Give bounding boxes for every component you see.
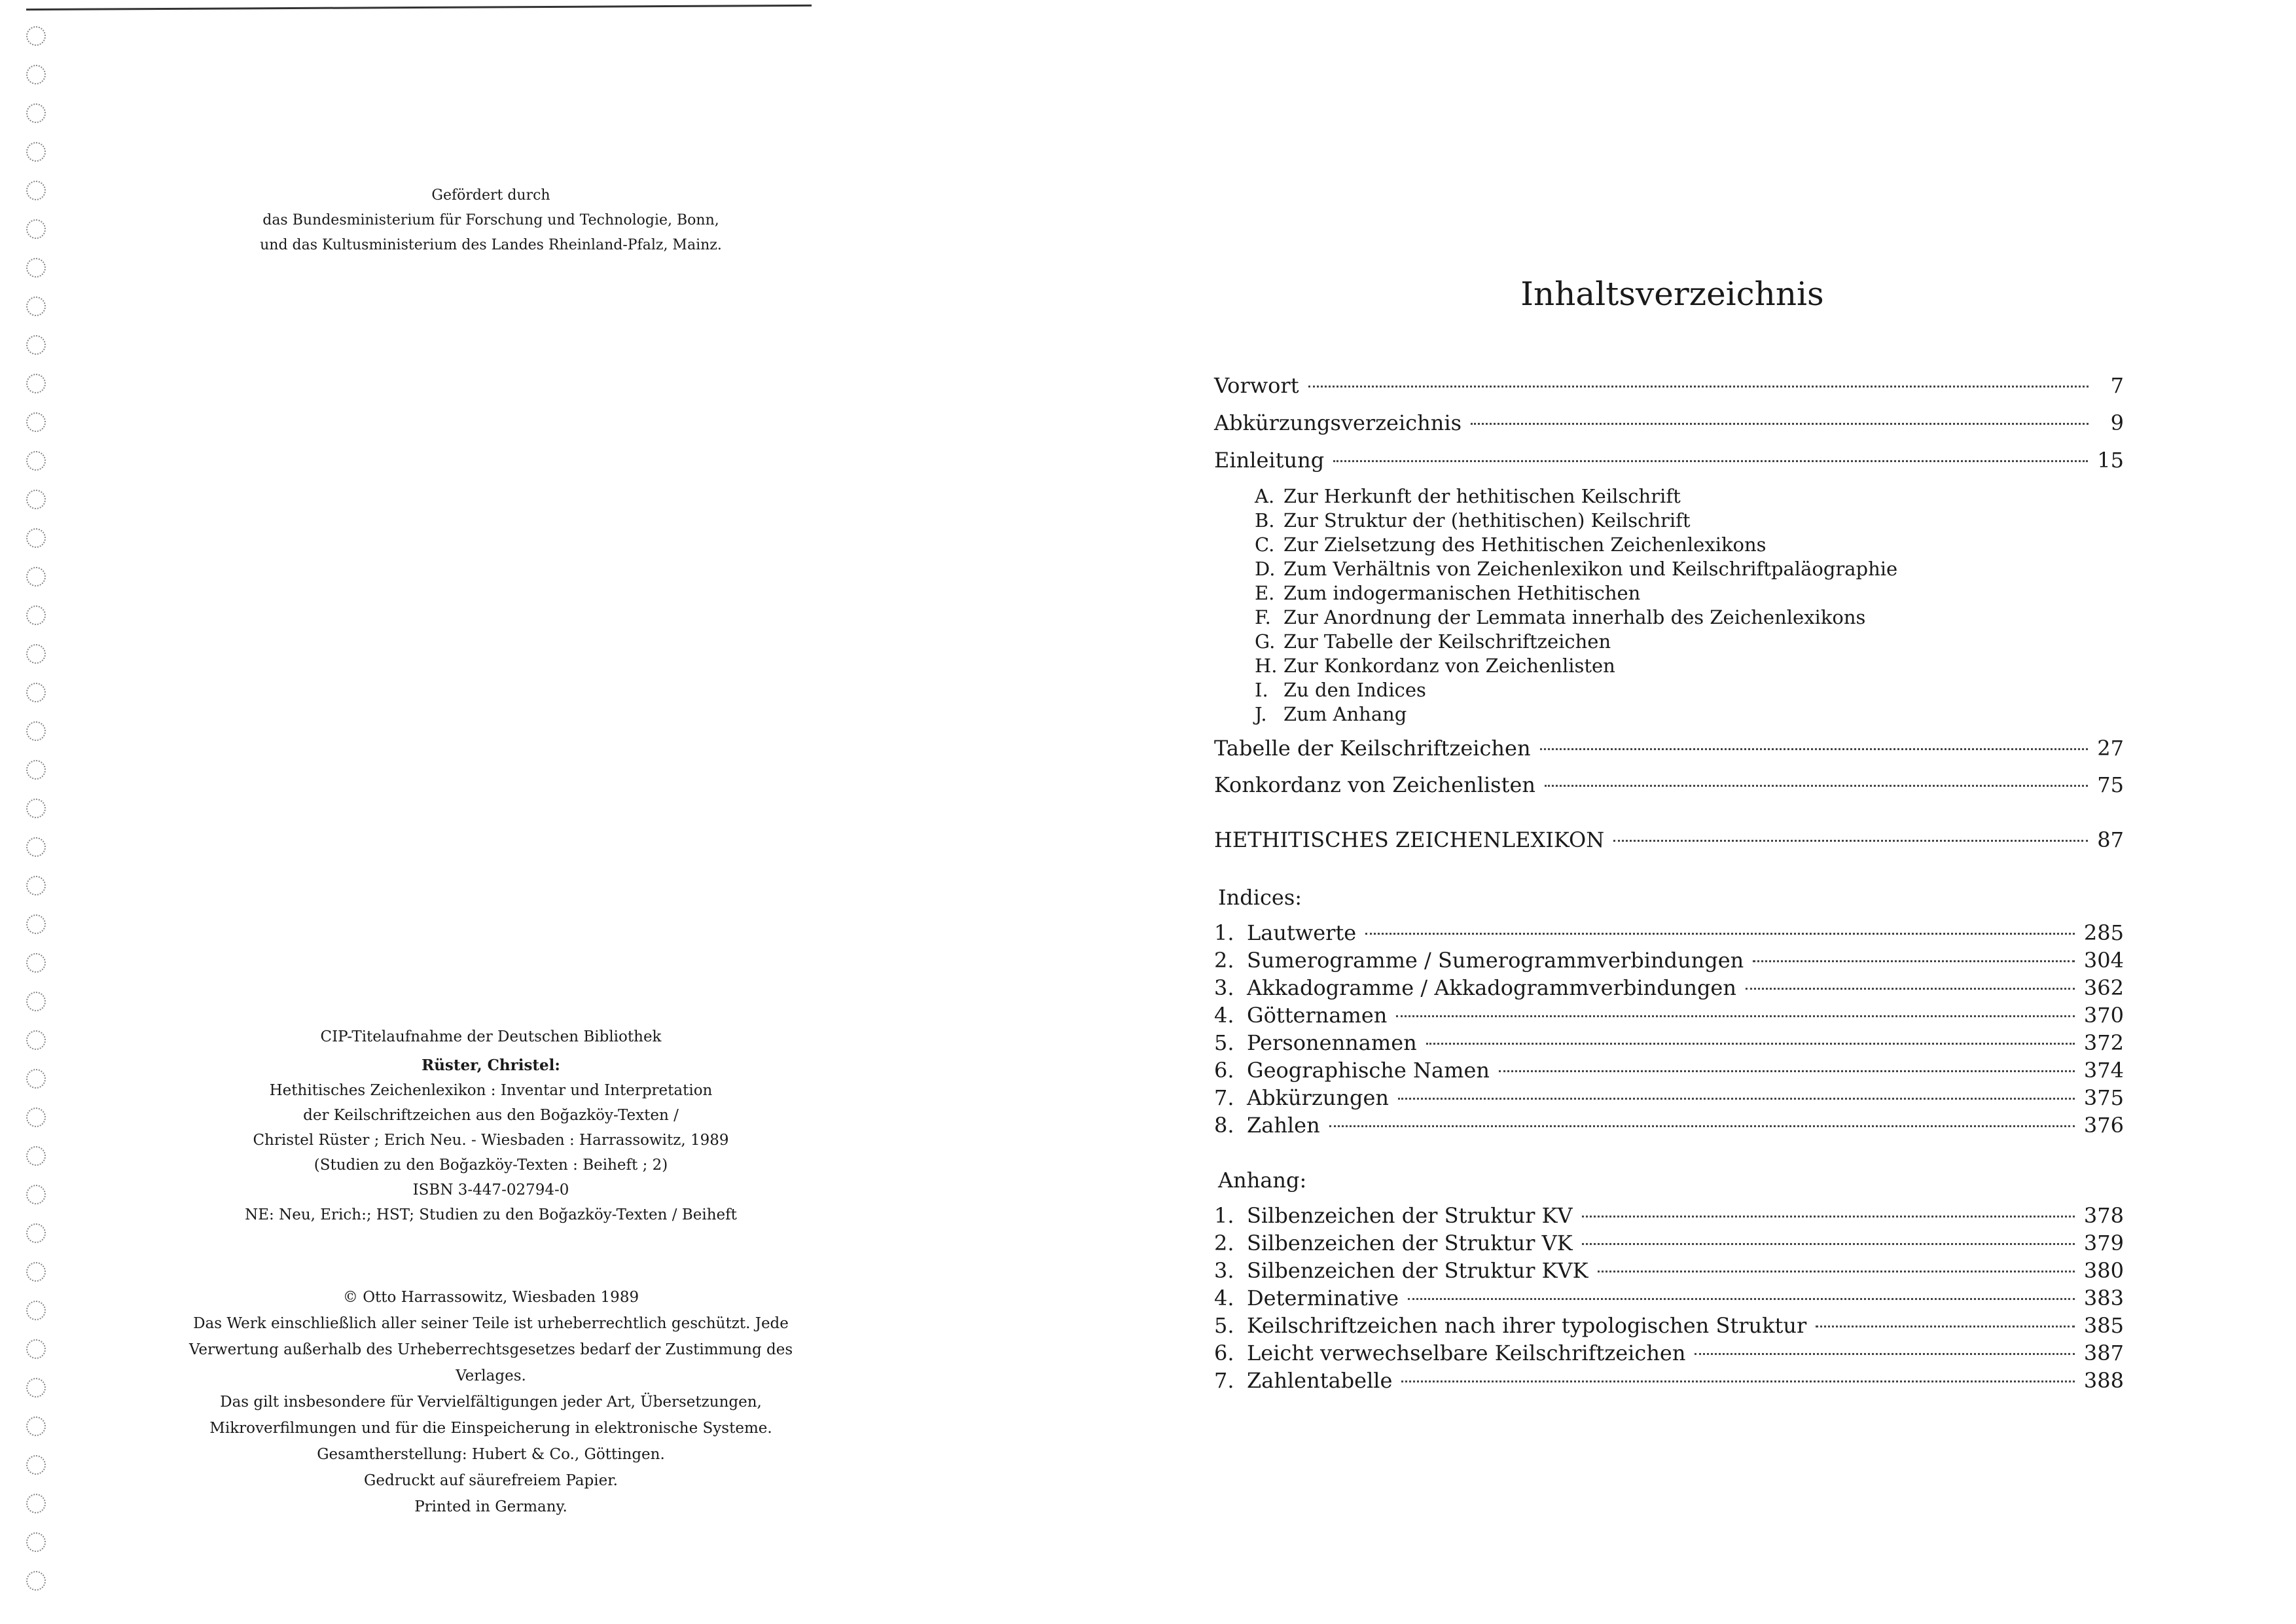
funding-note [164, 183, 818, 258]
appendix-heading: Anhang: [1218, 1168, 1307, 1193]
binding-hole [26, 605, 46, 625]
section-letter: D. [1255, 558, 1276, 580]
index-entry[interactable] [1214, 920, 2124, 945]
section-letter: I. [1255, 679, 1268, 701]
intro-section[interactable] [1255, 484, 1897, 509]
index-page: 372 [2083, 1030, 2124, 1055]
binding-hole [26, 528, 46, 548]
leader-dots [1426, 1043, 2075, 1045]
binding-hole [26, 1108, 46, 1127]
leader-dots [1753, 960, 2075, 962]
appendix-entry[interactable] [1214, 1341, 2124, 1365]
binding-hole [26, 1069, 46, 1089]
appendix-entry-text [1214, 1341, 1685, 1365]
appendix-label: Zahlentabelle [1247, 1368, 1393, 1393]
toc-entry-page: 15 [2097, 448, 2124, 473]
leader-dots [1408, 1298, 2075, 1300]
copyright-line: Gesamtherstellung: Hubert & Co., Göttingen. [317, 1446, 665, 1463]
binding-hole [26, 1494, 46, 1513]
binding-hole [26, 1301, 46, 1320]
binding-hole [26, 1571, 46, 1591]
index-label: Akkadogramme / Akkadogrammverbindungen [1247, 975, 1736, 1000]
binding-hole [26, 721, 46, 741]
appendix-label: Silbenzeichen der Struktur KV [1247, 1203, 1573, 1228]
binding-hole [26, 876, 46, 895]
binding-hole [26, 142, 46, 162]
intro-section-list [1255, 484, 1897, 727]
index-entry-text [1214, 948, 1744, 973]
index-entry-text [1214, 1113, 1320, 1138]
index-entry[interactable] [1214, 1058, 2124, 1083]
index-number: 6. [1214, 1058, 1234, 1083]
binding-hole [26, 374, 46, 393]
binding-holes [18, 26, 51, 1610]
binding-hole [26, 26, 46, 46]
binding-hole [26, 567, 46, 586]
appendix-entry[interactable] [1214, 1286, 2124, 1310]
leader-dots [1499, 1070, 2075, 1072]
funding-line: und das Kultusministerium des Landes Rheinland-Pfalz, Mainz. [260, 237, 722, 253]
leader-dots [1598, 1271, 2075, 1272]
appendix-number: 3. [1214, 1258, 1234, 1283]
index-label: Zahlen [1247, 1113, 1320, 1138]
binding-hole [26, 683, 46, 702]
appendix-entry-text [1214, 1231, 1573, 1255]
appendix-entry-text [1214, 1258, 1588, 1283]
leader-dots [1333, 460, 2088, 462]
toc-entry[interactable] [1214, 736, 2124, 761]
cip-line: Hethitisches Zeichenlexikon : Inventar und Interpretation [269, 1082, 713, 1099]
leader-dots [1545, 785, 2088, 787]
copyright-block [164, 1284, 818, 1520]
cip-line: (Studien zu den Boğazköy-Texten : Beiheft ; 2) [314, 1157, 668, 1174]
index-page: 362 [2083, 975, 2124, 1000]
leader-dots [1582, 1243, 2075, 1245]
intro-section[interactable] [1255, 605, 1897, 630]
leader-dots [1398, 1098, 2075, 1100]
appendix-label: Determinative [1247, 1286, 1399, 1310]
binding-hole [26, 451, 46, 471]
binding-hole [26, 953, 46, 973]
binding-hole [26, 1455, 46, 1475]
binding-hole [26, 1223, 46, 1243]
binding-hole [26, 65, 46, 84]
toc-entry[interactable] [1214, 410, 2124, 435]
appendix-entry-text [1214, 1286, 1399, 1310]
binding-hole [26, 1416, 46, 1436]
intro-section[interactable] [1255, 702, 1897, 727]
funding-line: Gefördert durch [431, 187, 550, 204]
toc-entry-label: Einleitung [1214, 448, 1325, 473]
section-label: Zur Konkordanz von Zeichenlisten [1283, 655, 1615, 677]
index-number: 3. [1214, 975, 1234, 1000]
copyright-line: Verwertung außerhalb des Urheberrechtsgesetzes bedarf der Zustimmung des Verlages. [188, 1341, 793, 1384]
appendix-label: Keilschriftzeichen nach ihrer typologischen Struktur [1247, 1313, 1807, 1338]
leader-dots [1396, 1015, 2075, 1017]
appendix-entry-text [1214, 1313, 1806, 1338]
scan-edge-line [26, 5, 812, 10]
appendix-number: 6. [1214, 1341, 1234, 1365]
toc-entry-page: 9 [2110, 410, 2124, 435]
appendix-label: Silbenzeichen der Struktur VK [1247, 1231, 1573, 1255]
binding-hole [26, 1185, 46, 1204]
leader-dots [1308, 386, 2089, 388]
appendix-number: 2. [1214, 1231, 1234, 1255]
section-letter: J. [1255, 703, 1267, 725]
index-number: 2. [1214, 948, 1234, 973]
leader-dots [1540, 748, 2089, 750]
index-label: Sumerogramme / Sumerogrammverbindungen [1247, 948, 1744, 973]
index-label: Abkürzungen [1247, 1085, 1389, 1110]
toc-entry[interactable] [1214, 772, 2124, 797]
leader-dots [1401, 1380, 2074, 1382]
toc-entry-label: Tabelle der Keilschriftzeichen [1214, 736, 1531, 761]
index-number: 7. [1214, 1085, 1234, 1110]
section-letter: B. [1255, 509, 1275, 532]
leader-dots [1471, 423, 2089, 425]
binding-hole [26, 181, 46, 200]
toc-entry-page: 27 [2097, 736, 2124, 761]
cip-line: NE: Neu, Erich:; HST; Studien zu den Boğazköy-Texten / Beiheft [245, 1206, 737, 1223]
section-label: Zum Verhältnis von Zeichenlexikon und Keilschriftpaläographie [1283, 558, 1898, 580]
leader-dots [1695, 1353, 2074, 1355]
appendix-page: 380 [2083, 1258, 2124, 1283]
binding-hole [26, 412, 46, 432]
leader-dots [1816, 1326, 2075, 1327]
toc-entry[interactable] [1214, 373, 2124, 398]
toc-entry-page: 75 [2097, 772, 2124, 797]
index-page: 285 [2083, 920, 2124, 945]
index-page: 370 [2083, 1003, 2124, 1028]
index-page: 304 [2083, 948, 2124, 973]
appendix-entry[interactable] [1214, 1313, 2124, 1338]
appendix-page: 385 [2083, 1313, 2124, 1338]
section-label: Zur Struktur der (hethitischen) Keilschrift [1283, 509, 1691, 532]
toc-entry[interactable] [1214, 448, 2124, 473]
intro-section[interactable] [1255, 557, 1897, 581]
section-label: Zur Zielsetzung des Hethitischen Zeichenlexikons [1283, 533, 1767, 556]
appendix-label: Silbenzeichen der Struktur KVK [1247, 1258, 1588, 1283]
toc-entry-label: Vorwort [1214, 373, 1299, 398]
binding-hole [26, 1532, 46, 1552]
appendix-number: 1. [1214, 1203, 1234, 1228]
appendix-number: 4. [1214, 1286, 1234, 1310]
index-entry-text [1214, 1058, 1490, 1083]
index-entry[interactable] [1214, 948, 2124, 973]
appendix-number: 5. [1214, 1313, 1234, 1338]
binding-hole [26, 219, 46, 239]
appendix-page: 388 [2083, 1368, 2124, 1393]
cip-record [164, 1024, 818, 1227]
section-label: Zur Anordnung der Lemmata innerhalb des Zeichenlexikons [1283, 606, 1866, 628]
cip-line: der Keilschriftzeichen aus den Boğazköy-Texten / [303, 1107, 679, 1124]
index-label: Götternamen [1247, 1003, 1388, 1028]
binding-hole [26, 1378, 46, 1398]
copyright-line: Das gilt insbesondere für Vervielfältigungen jeder Art, Übersetzungen, [220, 1394, 762, 1411]
section-label: Zu den Indices [1283, 679, 1426, 701]
section-label: Zur Herkunft der hethitischen Keilschrift [1283, 485, 1681, 507]
index-entry-text [1214, 975, 1736, 1000]
binding-hole [26, 799, 46, 818]
index-label: Personennamen [1247, 1030, 1417, 1055]
cip-heading: CIP-Titelaufnahme der Deutschen Bibliothek [320, 1028, 662, 1045]
copyright-line: © Otto Harrassowitz, Wiesbaden 1989 [342, 1289, 639, 1306]
section-letter: H. [1255, 655, 1278, 677]
index-entry-text [1214, 1003, 1387, 1028]
binding-hole [26, 1262, 46, 1282]
index-label: Lautwerte [1247, 920, 1357, 945]
appendix-entry[interactable] [1214, 1258, 2124, 1283]
appendix-page: 383 [2083, 1286, 2124, 1310]
leader-dots [1582, 1216, 2075, 1218]
binding-hole [26, 760, 46, 780]
appendix-entry[interactable] [1214, 1203, 2124, 1228]
appendix-entry-text [1214, 1368, 1392, 1393]
appendix-page: 387 [2083, 1341, 2124, 1365]
index-entry[interactable] [1214, 1030, 2124, 1055]
binding-hole [26, 297, 46, 316]
toc-entry-label: Abkürzungsverzeichnis [1214, 410, 1462, 435]
toc-title: Inhaltsverzeichnis [1520, 275, 1824, 313]
binding-hole [26, 1030, 46, 1050]
binding-hole [26, 335, 46, 355]
section-label: Zum Anhang [1283, 703, 1407, 725]
section-letter: G. [1255, 630, 1276, 653]
binding-hole [26, 1146, 46, 1166]
section-letter: F. [1255, 606, 1271, 628]
toc-entry-page: 7 [2110, 373, 2124, 398]
appendix-page: 378 [2083, 1203, 2124, 1228]
binding-hole [26, 837, 46, 857]
toc-entry-label: Konkordanz von Zeichenlisten [1214, 772, 1535, 797]
cip-line: Christel Rüster ; Erich Neu. - Wiesbaden : Harrassowitz, 1989 [253, 1132, 729, 1149]
appendix-entry-text [1214, 1203, 1573, 1228]
index-entry[interactable] [1214, 1085, 2124, 1110]
index-entry[interactable] [1214, 1113, 2124, 1138]
index-number: 4. [1214, 1003, 1234, 1028]
cip-author: Rüster, Christel: [422, 1056, 560, 1074]
index-entry[interactable] [1214, 1003, 2124, 1028]
section-letter: A. [1255, 485, 1275, 507]
intro-section[interactable] [1255, 630, 1897, 654]
cip-line: ISBN 3-447-02794-0 [412, 1182, 569, 1199]
copyright-line: Printed in Germany. [414, 1498, 567, 1515]
index-number: 5. [1214, 1030, 1234, 1055]
index-page: 374 [2083, 1058, 2124, 1083]
index-entry-text [1214, 920, 1356, 945]
leader-dots [1329, 1125, 2075, 1127]
index-page: 376 [2083, 1113, 2124, 1138]
index-entry-text [1214, 1085, 1389, 1110]
appendix-label: Leicht verwechselbare Keilschriftzeichen [1247, 1341, 1686, 1365]
indices-heading: Indices: [1218, 885, 1302, 910]
intro-section[interactable] [1255, 654, 1897, 678]
binding-hole [26, 490, 46, 509]
copyright-line: Gedruckt auf säurefreiem Papier. [363, 1472, 618, 1489]
copyright-line: Mikroverfilmungen und für die Einspeicherung in elektronische Systeme. [209, 1420, 772, 1437]
index-number: 1. [1214, 920, 1234, 945]
appendix-entry[interactable] [1214, 1231, 2124, 1255]
leader-dots [1746, 988, 2075, 990]
toc-entry-page: 87 [2097, 827, 2124, 852]
leader-dots [1613, 840, 2088, 842]
binding-hole [26, 992, 46, 1011]
intro-section[interactable] [1255, 533, 1897, 557]
section-letter: E. [1255, 582, 1275, 604]
binding-hole [26, 103, 46, 123]
toc-entry[interactable] [1214, 827, 2124, 852]
index-label: Geographische Namen [1247, 1058, 1490, 1083]
section-label: Zum indogermanischen Hethitischen [1283, 582, 1641, 604]
binding-hole [26, 1339, 46, 1359]
appendix-number: 7. [1214, 1368, 1234, 1393]
copyright-line: Das Werk einschließlich aller seiner Teile ist urheberrechtlich geschützt. Jede [193, 1315, 789, 1332]
index-number: 8. [1214, 1113, 1234, 1138]
appendix-entry[interactable] [1214, 1368, 2124, 1393]
binding-hole [26, 258, 46, 278]
index-page: 375 [2083, 1085, 2124, 1110]
index-entry[interactable] [1214, 975, 2124, 1000]
intro-section[interactable] [1255, 509, 1897, 533]
leader-dots [1365, 933, 2075, 935]
toc-entry-label: HETHITISCHES ZEICHENLEXIKON [1214, 827, 1605, 852]
binding-hole [26, 914, 46, 934]
appendix-page: 379 [2083, 1231, 2124, 1255]
funding-line: das Bundesministerium für Forschung und Technologie, Bonn, [262, 212, 719, 228]
binding-hole [26, 644, 46, 664]
intro-section[interactable] [1255, 581, 1897, 605]
section-letter: C. [1255, 533, 1275, 556]
index-entry-text [1214, 1030, 1417, 1055]
intro-section[interactable] [1255, 678, 1897, 702]
section-label: Zur Tabelle der Keilschriftzeichen [1283, 630, 1611, 653]
